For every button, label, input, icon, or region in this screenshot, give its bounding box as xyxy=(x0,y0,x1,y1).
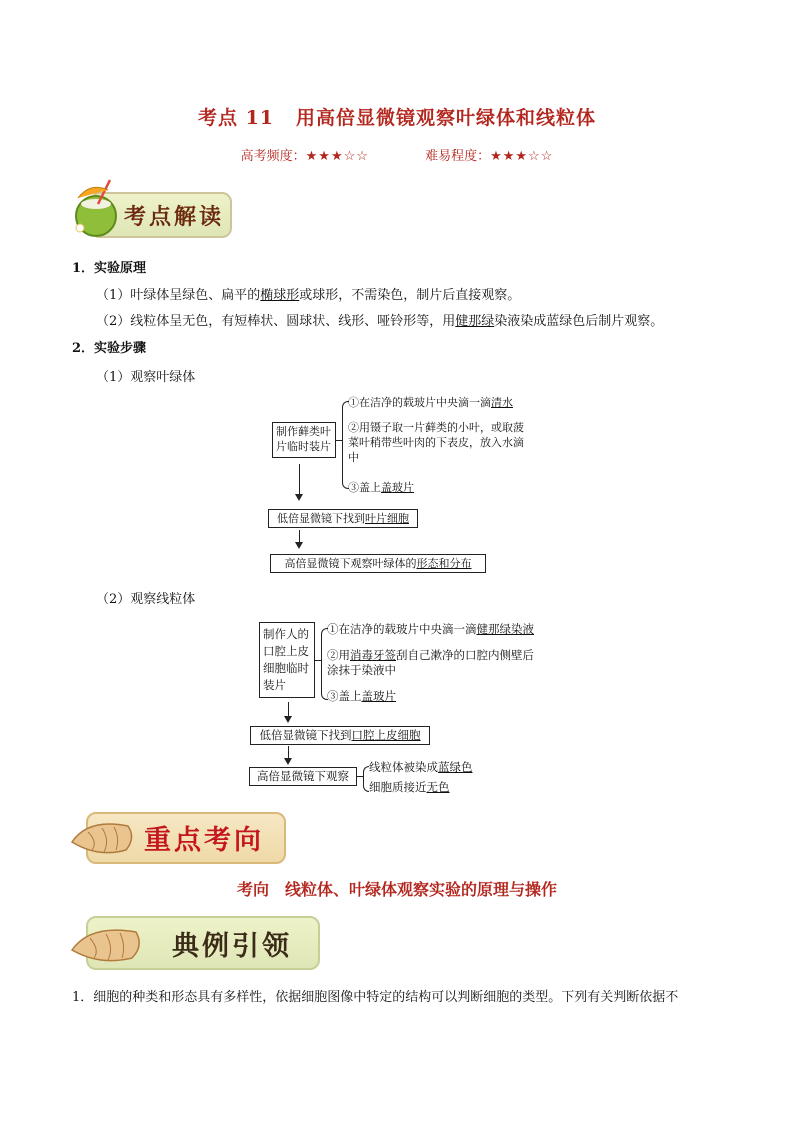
direction-heading: 考向 线粒体、叶绿体观察实验的原理与操作 xyxy=(236,880,557,899)
banner-focus: 重点考向 xyxy=(68,808,286,864)
sub-chloroplast: （1）观察叶绿体 xyxy=(96,370,196,385)
flow1-step3: ③盖上盖玻片 xyxy=(348,481,414,494)
flow1-step1: ①在洁净的载玻片中央滴一滴清水 xyxy=(348,396,513,409)
banner-example: 典例引领 xyxy=(68,912,320,970)
conch-shell-icon xyxy=(68,918,148,968)
heading-steps: 2．实验步骤 xyxy=(72,341,147,356)
principle-2: （2）线粒体呈无色，有短棒状、圆球状、线形、哑铃形等，用健那绿染液染成蓝绿色后制片观察。 xyxy=(96,314,664,329)
flow2-step3: ③盖上盖玻片 xyxy=(327,689,396,703)
flow2-result2: 细胞质接近无色 xyxy=(369,780,450,794)
flow1-high-box: 高倍显微镜下观察叶绿体的形态和分布 xyxy=(270,554,486,573)
flow1-step2: ②用镊子取一片藓类的小叶，或取菠菜叶稍带些叶肉的下表皮，放入水滴中 xyxy=(348,421,524,464)
flow2-high-box: 高倍显微镜下观察 xyxy=(249,767,357,786)
flow2-result1: 线粒体被染成蓝绿色 xyxy=(369,760,473,774)
difficulty-meta: 高考频度：★★★☆☆ 难易程度：★★★☆☆ xyxy=(240,149,554,164)
coconut-drink-icon xyxy=(68,178,130,242)
conch-shell-icon xyxy=(68,812,138,860)
principle-1: （1）叶绿体呈绿色、扁平的椭球形或球形，不需染色，制片后直接观察。 xyxy=(96,288,521,303)
flow1-start-box: 制作藓类叶片临时装片 xyxy=(272,422,336,458)
flow1-low-box: 低倍显微镜下找到叶片细胞 xyxy=(268,509,418,528)
flow2-start-box: 制作人的口腔上皮细胞临时装片 xyxy=(259,622,315,698)
flow2-low-box: 低倍显微镜下找到口腔上皮细胞 xyxy=(250,726,430,745)
flow2-step2: ②用消毒牙签刮自己漱净的口腔内侧壁后涂抹于染液中 xyxy=(327,648,534,677)
flow2-step1: ①在洁净的载玻片中央滴一滴健那绿染液 xyxy=(327,622,534,636)
banner-reading: 考点解读 xyxy=(68,186,230,238)
difficulty-stars: ★★★☆☆ xyxy=(490,149,554,164)
heading-principle: 1．实验原理 xyxy=(72,261,147,276)
frequency-stars: ★★★☆☆ xyxy=(305,149,369,164)
question-1: 1．细胞的种类和形态具有多样性，依据细胞图像中特定的结构可以判断细胞的类型。下列有关判断依据不 xyxy=(72,990,679,1005)
sub-mitochondria: （2）观察线粒体 xyxy=(96,592,196,607)
page-title: 考点 11 用高倍显微镜观察叶绿体和线粒体 xyxy=(197,107,597,129)
